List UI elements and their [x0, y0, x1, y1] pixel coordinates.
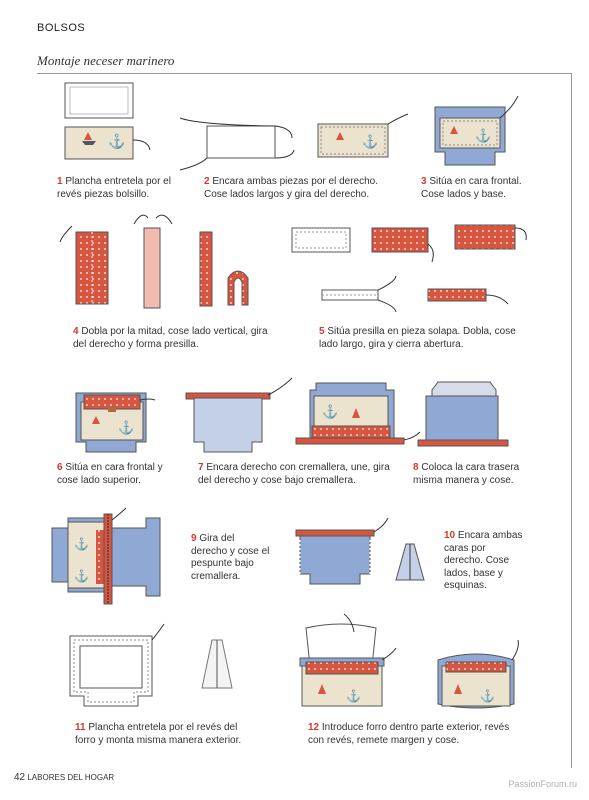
- step-4-caption: 4 Dobla por la mitad, cose lado vertical, gira del derecho y forma presilla.: [73, 326, 268, 350]
- step12-illustration: [300, 614, 518, 708]
- step10-illustration: [296, 518, 424, 584]
- step6-illustration: [76, 393, 155, 452]
- svg-text:⚓: ⚓: [362, 134, 379, 149]
- step8-illustration: [418, 382, 508, 446]
- step-1-caption: 1 Plancha entretela por el revés piezas bolsillo.: [57, 176, 171, 200]
- step-6-caption: 6 Sitúa en cara frontal y cose lado superior.: [57, 462, 163, 486]
- step-8-caption: 8 Coloca la cara trasera misma manera y cose.: [413, 462, 520, 486]
- svg-text:⚓: ⚓: [346, 689, 361, 703]
- svg-text:⚓: ⚓: [480, 689, 495, 703]
- step3-illustration: [435, 96, 518, 165]
- svg-text:⚓: ⚓: [118, 420, 135, 435]
- step1-illustration: [65, 83, 150, 159]
- step-3-caption: 3 Sitúa en cara frontal. Cose lados y base.: [421, 176, 522, 200]
- step9-illustration: [52, 508, 160, 604]
- page-footer: [14, 772, 114, 783]
- step11-illustration: [70, 624, 232, 706]
- step-7-caption: 7 Encara derecho con cremallera, une, gira del derecho y cose bajo cremallera.: [198, 462, 390, 486]
- page-number: 42: [14, 772, 26, 783]
- svg-text:⚓: ⚓: [108, 133, 126, 149]
- step5-illustration: [292, 225, 526, 312]
- step-11-caption: 11 Plancha entretela por el revés del forro y monta misma manera exterior.: [75, 722, 242, 746]
- step-10-caption: 10 Encara ambas caras por derecho. Cose lados, base y esquinas.: [444, 530, 523, 591]
- svg-text:⚓: ⚓: [74, 569, 89, 583]
- svg-text:⚓: ⚓: [74, 537, 89, 551]
- step7-illustration: [186, 378, 420, 452]
- svg-text:⚓: ⚓: [322, 404, 339, 419]
- magazine-name: LABORES DEL HOGAR: [27, 773, 115, 782]
- step4-illustration: [60, 215, 248, 308]
- watermark: PassionForum.ru: [508, 779, 577, 789]
- step-5-caption: 5 Sitúa presilla en pieza solapa. Dobla, cose lado largo, gira y cierra abertura.: [319, 326, 516, 350]
- step-9-caption: 9 Gira del derecho y cose el pespunte bajo cremallera.: [191, 533, 270, 582]
- step-2-caption: 2 Encara ambas piezas por el derecho. Cose lados largos y gira del derecho.: [204, 176, 378, 200]
- section-label: BOLSOS: [37, 22, 86, 34]
- page-title: Montaje neceser marinero: [37, 53, 175, 68]
- step-12-caption: 12 Introduce forro dentro parte exterior, revés con revés, remete margen y cose.: [308, 722, 510, 746]
- step2-illustration: [180, 114, 408, 170]
- svg-text:⚓: ⚓: [475, 128, 492, 143]
